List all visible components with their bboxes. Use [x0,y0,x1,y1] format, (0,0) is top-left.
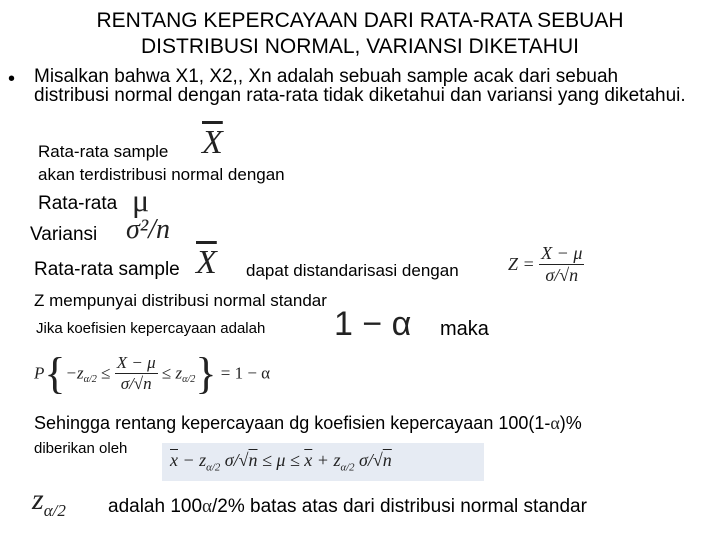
interval-formula: $\overline{x} - z_{\alpha/2}$ $\sigma/√n \le \mu \le \overline{x} + z_{\alpha/2}$ σ/√n [170,450,392,474]
intro-paragraph: Misalkan bahwa X1, X2,, Xn adalah sebuah sample acak dari sebuah distribusi normal dengan rata-rata tidak diketahui dan variansi yang diketahui. [34,66,686,106]
probability-formula [34,348,270,404]
footer-z-sub: α/2 [43,501,66,520]
prob-denominator: σ/√n [120,374,152,393]
right-brace: } [195,349,217,398]
prob-fraction [115,353,158,394]
prob-right: z [175,363,183,383]
footer-z: z [32,483,44,516]
interval-statement [34,413,582,434]
title-line-2: DISTRIBUSI NORMAL, VARIANSI DIKETAHUI [141,35,579,58]
z-numerator: X − μ [541,243,583,263]
standardize-label: Rata-rata sample [34,259,180,280]
mean-symbol: μ [132,182,150,218]
prob-le-2: ≤ [161,363,172,383]
prob-right-sub: α/2 [182,373,196,385]
sample-mean-symbol: $\overline{X}$ [202,124,223,161]
interval-text-after: )% [559,413,582,433]
variance-label: Variansi [30,224,98,245]
confidence-symbol: 1 − α [334,305,412,343]
prob-left-sub: α/2 [83,373,97,385]
footer-text-after: /2% batas atas dari distribusi normal standar [212,496,587,517]
prob-rhs: = 1 − α [220,363,271,383]
z-score-formula [508,243,584,286]
confidence-label: Jika koefisien kepercayaan adalah [36,320,266,337]
title-line-1: RENTANG KEPERCAYAAN DARI RATA-RATA SEBUAH [96,9,624,32]
left-brace: { [44,349,66,398]
z-standard-statement: Z mempunyai distribusi normal standar [34,291,327,310]
prob-le-1: ≤ [101,363,111,383]
prob-numerator: X − μ [116,353,156,372]
prob-left: −z [65,363,84,383]
standardize-middle-text: dapat distandarisasi dengan [246,261,459,280]
sample-mean-label: Rata-rata sample [38,142,169,161]
variance-symbol: σ²/n [126,214,170,245]
z-lhs: Z = [508,254,535,274]
z-fraction [539,243,584,286]
bullet-marker: • [8,68,16,90]
footer-alpha: α [202,496,213,517]
z-denominator: σ/√n [545,265,579,285]
slide-title [40,8,680,60]
given-by-label: diberikan oleh [34,440,128,457]
prob-prefix: P [34,363,45,383]
mean-label: Rata-rata [38,193,118,214]
footer-text-before: adalah 100 [108,496,203,517]
sample-mean-distribution-label: akan terdistribusi normal dengan [38,165,285,184]
z-alpha-half-symbol [32,483,66,521]
interval-text-before: Sehingga rentang kepercayaan dg koefisien kepercayaan 100(1- [34,413,551,433]
standardize-symbol: $\overline{X}$ [196,244,217,281]
interval-alpha: α [550,413,560,433]
footer-statement [108,496,587,518]
confidence-suffix: maka [440,318,489,340]
